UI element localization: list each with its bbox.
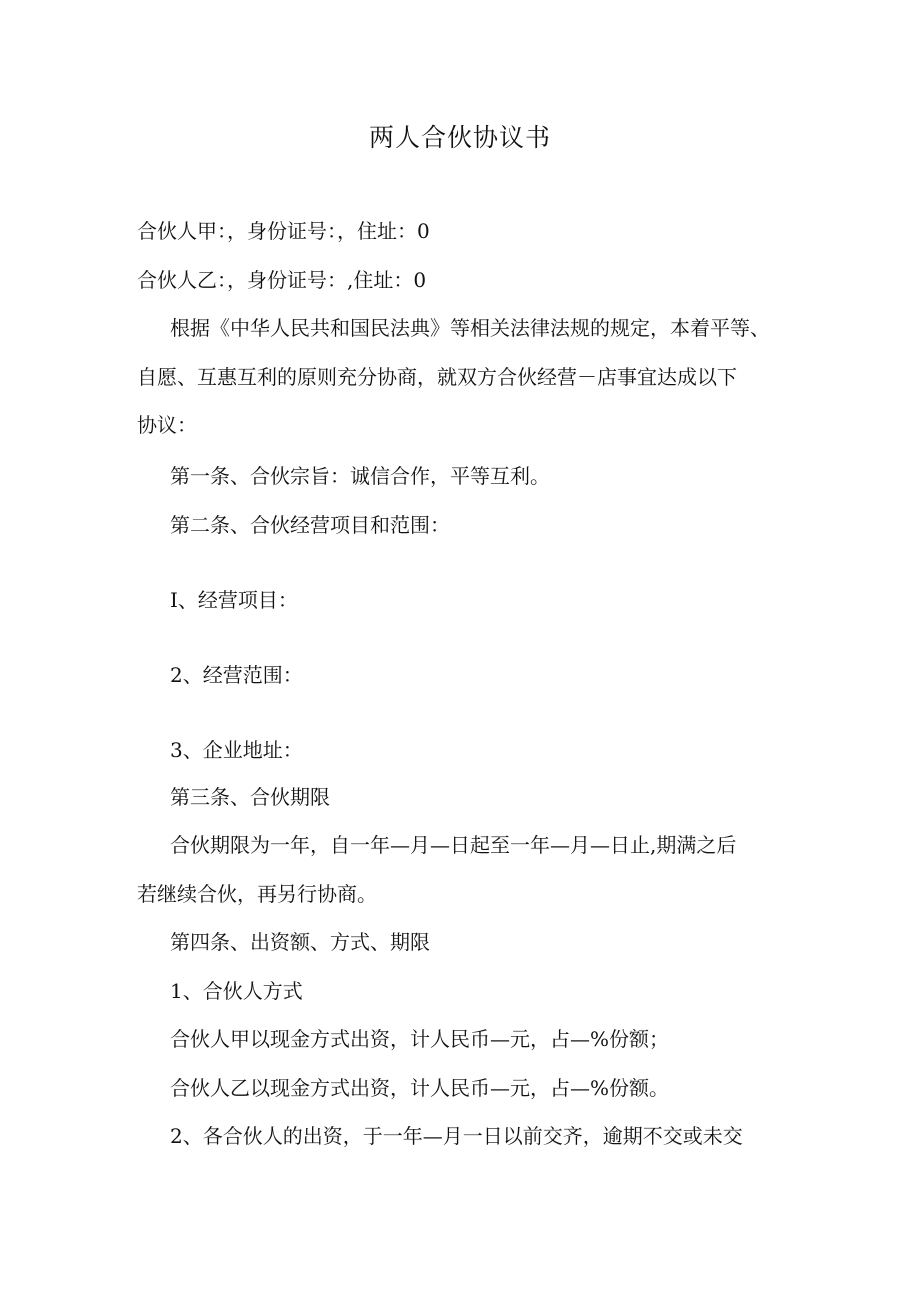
- partner-a-line: 合伙人甲：，身份证号：，住址：0: [137, 219, 430, 243]
- article-3-line-1: 合伙期限为一年，自一年—月—日起至一年—月—日止,期满之后: [170, 833, 737, 857]
- article-1: 第一条、合伙宗旨：诚信合作，平等互利。: [170, 464, 550, 488]
- article-2-item-1: I、经营项目：: [170, 588, 298, 612]
- preamble-line-3: 协议：: [137, 413, 197, 437]
- article-2-heading: 第二条、合伙经营项目和范围：: [170, 513, 450, 537]
- preamble-line-1: 根据《中华人民共和国民法典》等相关法律法规的规定，本着平等、: [170, 316, 770, 340]
- article-3-heading: 第三条、合伙期限: [170, 785, 330, 809]
- article-4-item-1: 1、合伙人方式: [170, 979, 303, 1003]
- article-3-line-2: 若继续合伙，再另行协商。: [137, 882, 377, 906]
- article-4-heading: 第四条、出资额、方式、期限: [170, 930, 430, 954]
- article-4-partner-b: 合伙人乙以现金方式出资，计人民币—元，占—%份额。: [170, 1076, 670, 1100]
- preamble-line-2: 自愿、互惠互利的原则充分协商，就双方合伙经营－店事宜达成以下: [137, 365, 737, 389]
- article-2-item-2: 2、经营范围：: [170, 663, 303, 687]
- article-2-item-3: 3、企业地址：: [170, 738, 303, 762]
- partner-b-line: 合伙人乙：，身份证号：,住址：0: [137, 268, 427, 292]
- document-title: 两人合伙协议书: [368, 123, 551, 152]
- article-4-item-2: 2、各合伙人的出资，于一年—月一日以前交齐，逾期不交或未交: [170, 1124, 743, 1148]
- article-4-partner-a: 合伙人甲以现金方式出资，计人民币—元，占—%份额；: [170, 1027, 670, 1051]
